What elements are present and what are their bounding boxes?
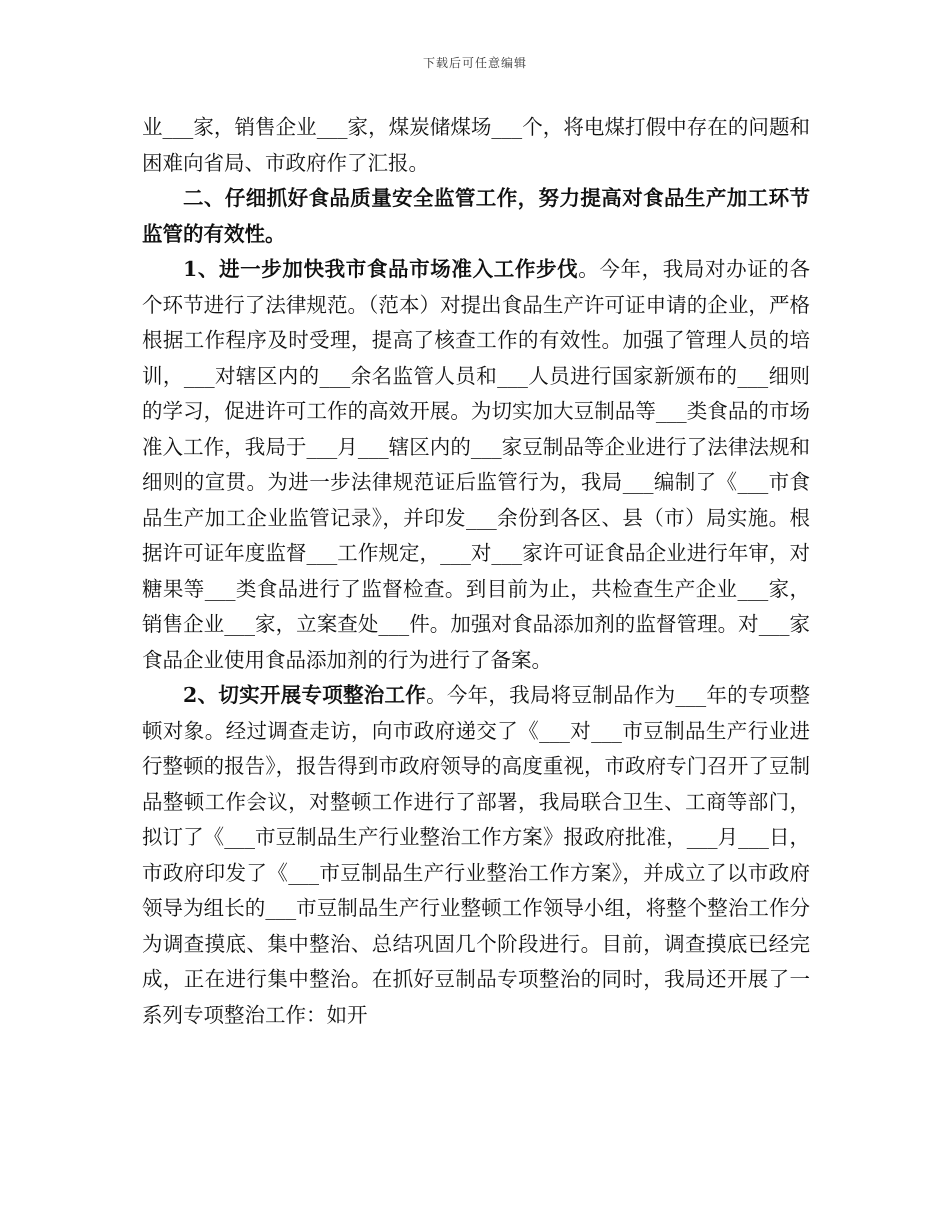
download-note: 下载后可任意编辑 xyxy=(422,56,527,70)
paragraph-continuation xyxy=(142,110,810,181)
paragraph-item-1 xyxy=(142,252,810,678)
document-body xyxy=(142,110,810,1033)
item-2-text: 。今年，我局将豆制品作为___年的专项整顿对象。经过调查走访，向市政府递交了《___对___市豆制品生产行业进行整顿的报告》，报告得到市政府领导的高度重视，市政府专门召开了豆制品整顿工作会议，对整顿工作进行了部署，我局联合卫生、工商等部门，拟订了《___市豆制品生产行业整治工作方案》报政府批准，___月___日，市政府印发了《___市豆制品生产行业整治工作方案》，并成立了以市政府领导为组长的___市豆制品生产行业整顿工作领导小组，将整个整治工作分为调查摸底、集中整治、总结巩固几个阶段进行。目前，调查摸底已经完成，正在进行集中整治。在抓好豆制品专项整治的同时，我局还开展了一系列专项整治工作：如开 xyxy=(142,683,811,1027)
item-2-lead: 2、切实开展专项整治工作 xyxy=(183,683,427,707)
item-1-text: 。今年，我局对办证的各个环节进行了法律规范。（范本）对提出食品生产许可证申请的企业，严格根据工作程序及时受理，提高了核查工作的有效性。加强了管理人员的培训，___对辖区内的___余名监管人员和___人员进行国家新颁布的___细则的学习，促进许可工作的高效开展。为切实加大豆制品等___类食品的市场准入工作，我局于___月___辖区内的___家豆制品等企业进行了法律法规和细则的宣贯。为进一步法律规范证后监管行为，我局___编制了《___市食品生产加工企业监管记录》，并印发___余份到各区、县（市）局实施。根据许可证年度监督___工作规定，___对___家许可证食品企业进行年审，对糖果等___类食品进行了监督检查。到目前为止，共检查生产企业___家，销售企业___家，立案查处___件。加强对食品添加剂的监督管理。对___家食品企业使用食品添加剂的行为进行了备案。 xyxy=(142,257,811,672)
item-1-lead: 1、进一步加快我市食品市场准入工作步伐 xyxy=(183,257,579,281)
section-heading: 二、仔细抓好食品质量安全监管工作，努力提高对食品生产加工环节监管的有效性。 xyxy=(142,186,810,246)
paragraph-text: 业___家，销售企业___家，煤炭储煤场___个，将电煤打假中存在的问题和困难向省局、市政府作了汇报。 xyxy=(142,115,810,175)
paragraph-item-2 xyxy=(142,678,810,1033)
